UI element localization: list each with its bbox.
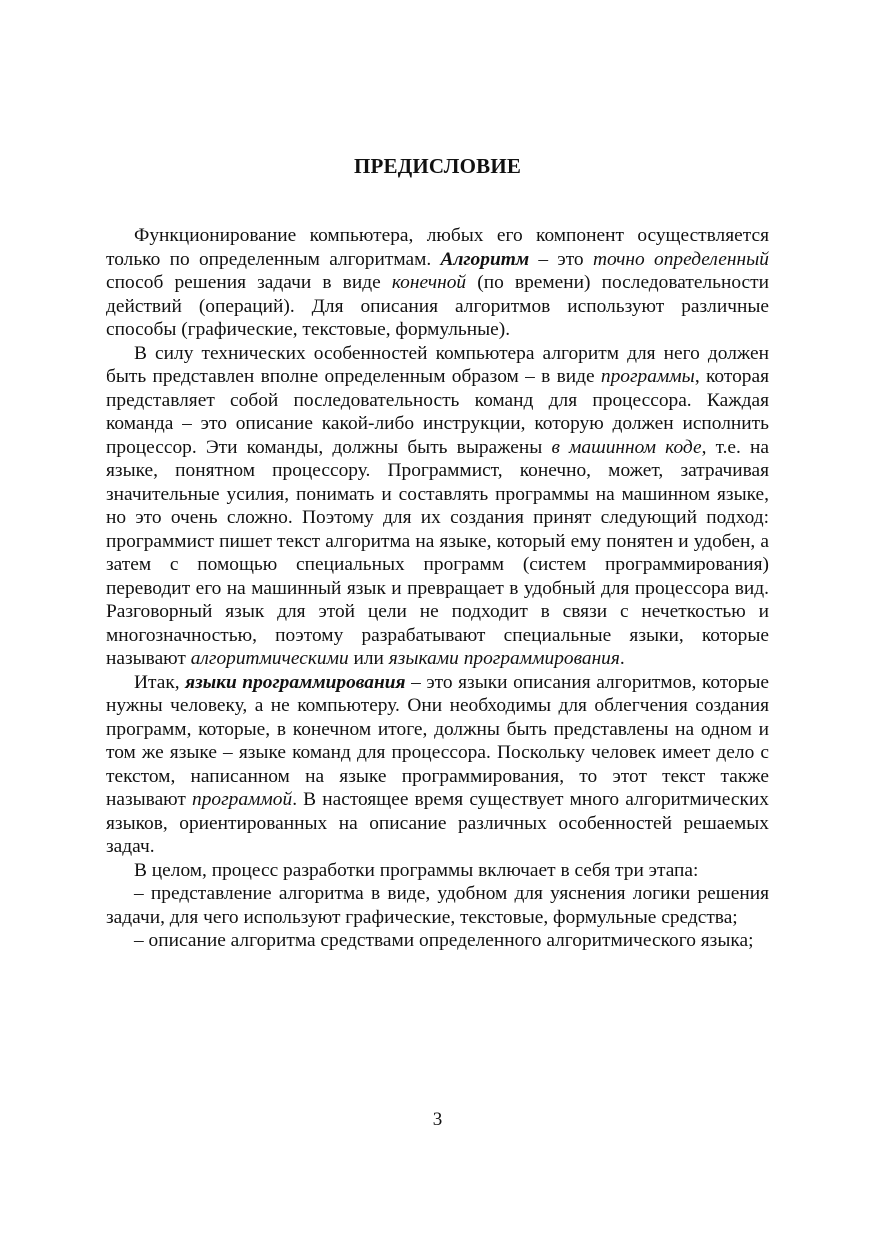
text-run: – описание алгоритма средствами определенного алгоритмического языка; bbox=[134, 930, 754, 951]
term-italic: алгоритмическими bbox=[190, 648, 349, 669]
term-italic: программы bbox=[600, 366, 695, 387]
text-run: Итак, bbox=[134, 671, 186, 693]
text-run: Функционирование компьютера, любых его компонент осуществляется только по определенным алгоритмам. bbox=[106, 225, 769, 270]
text-run: , которая представляет собой последовательность команд для процессора. Каждая команда – это описание какой-либо инструкции, которую должен исполнить процессор. Эти команды, должны быть выражены bbox=[106, 366, 769, 458]
text-run: . В настоящее время существует много алгоритмических языков, ориентированных на описание различных особенностей решаемых задач. bbox=[106, 789, 769, 857]
text-run: – это bbox=[529, 248, 593, 270]
term-italic: языками программирования bbox=[388, 648, 620, 669]
text-run: В силу технических особенностей компьютера алгоритм для него должен быть представлен вполне определенным образом – в виде bbox=[106, 342, 769, 387]
term-bold-italic: Алгоритм bbox=[440, 248, 530, 270]
term-italic: в машинном коде bbox=[551, 436, 702, 458]
paragraph-programming-languages bbox=[106, 671, 769, 859]
text-run: , т.е. на языке, понятном процессору. Программист, конечно, может, затрачивая значительные усилия, понимать и составлять программы на машинном языке, но это очень сложно. Поэтому для их создания принят следующий подход: программист пишет текст алгоритма на языке, который ему понятен и удобен, а затем с помощью специальных программ (систем программирования) переводит его на машинный язык и превращает в удобный для процессора вид. Разговорный язык для этой цели не подходит в связи с нечеткостью и многозначностью, поэтому разрабатывают специальные языки, которые называют bbox=[106, 436, 770, 669]
term-bold-italic: языки программирования bbox=[185, 671, 406, 693]
text-run: В целом, процесс разработки программы включает в себя три этапа: bbox=[134, 859, 699, 881]
list-item-stage-1 bbox=[106, 882, 769, 929]
text-run: – представление алгоритма в виде, удобном для уяснения логики решения задачи, для чего используют графические, текстовые, формульные средства; bbox=[106, 883, 769, 928]
term-italic: программой bbox=[192, 789, 293, 810]
term-italic: конечной bbox=[391, 272, 467, 293]
paragraph-intro bbox=[106, 224, 769, 342]
text-run: (по времени) последовательности действий (операций). Для описания алгоритмов используют различные способы (графические, текстовые, формульные). bbox=[106, 272, 769, 340]
page-title: ПРЕДИСЛОВИЕ bbox=[353, 154, 522, 178]
paragraph-machine-code bbox=[106, 342, 769, 671]
text-run: или bbox=[348, 648, 389, 669]
term-italic: точно определенный bbox=[592, 248, 769, 270]
document-page bbox=[106, 0, 769, 1240]
body-text bbox=[106, 224, 769, 953]
list-item-stage-2 bbox=[106, 929, 769, 953]
paragraph-stages-intro bbox=[106, 859, 769, 883]
page-number: 3 bbox=[432, 1109, 443, 1130]
text-run: – это языки описания алгоритмов, которые нужны человеку, а не компьютеру. Они необходимы для облегчения создания программ, которые, в конечном итоге, должны быть представлены на одном и том же языке – языке команд для процессора. Поскольку человек имеет дело с текстом, написанном на языке программирования, то этот текст также называют bbox=[106, 671, 770, 810]
text-run: способ решения задачи в виде bbox=[106, 272, 392, 293]
text-run: . bbox=[619, 648, 625, 669]
